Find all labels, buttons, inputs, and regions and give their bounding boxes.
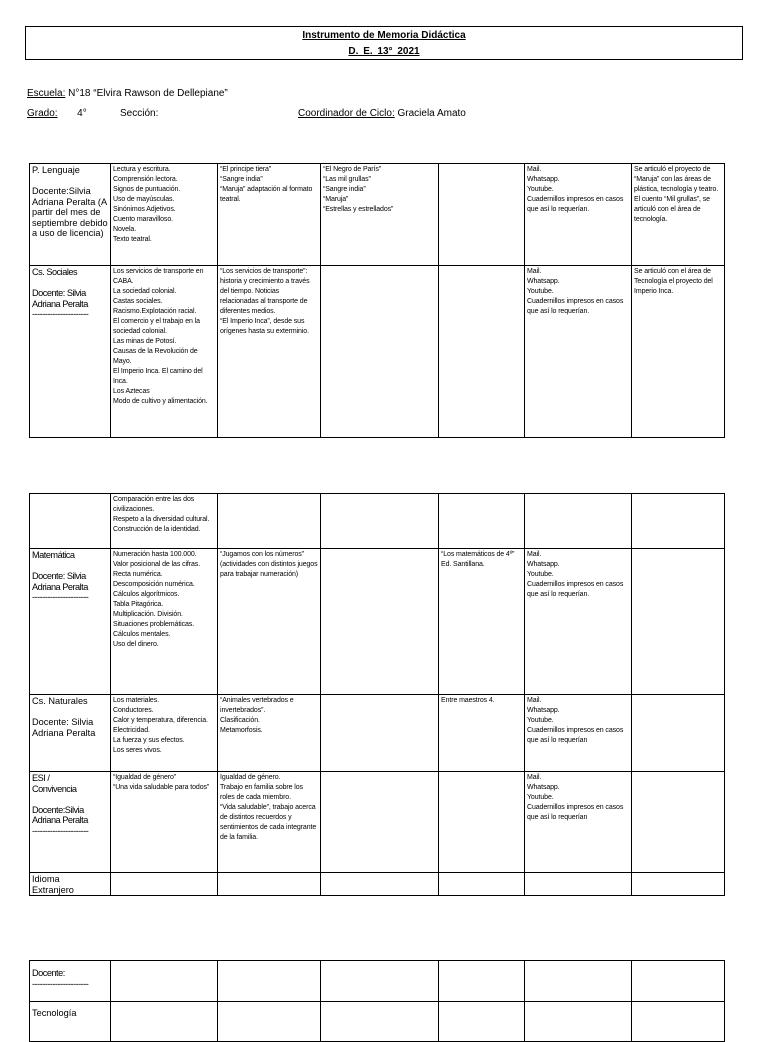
actividades-cell: “El principe tiera” “Sangre india” “Maruja” adaptación al formato teatral. [218,164,321,266]
document-title: Instrumento de Memoria Didáctica [302,30,466,41]
coordinador-value: Graciela Amato [394,108,466,119]
area-cell: Tecnología [30,1002,111,1042]
area-cell [30,494,111,549]
recursos-cell [321,873,439,896]
contenidos-cell: Comparación entre las dos civilizaciones. Respeto a la diversidad cultural. Construcción de la identidad. [111,494,218,549]
medios-cell: Mail. Whatsapp. Youtube. Cuadernillos impresos en casos que así lo requerían [525,695,632,772]
actividades-cell [218,494,321,549]
observaciones-cell: Se articuló con el área de Tecnología el proyecto del Imperio Inca. [632,266,725,438]
area-cell: P. Lenguaje Docente:Silvia Adriana Peralta (A partir del mes de septiembre debido a uso de licencia) [30,164,111,266]
actividades-cell [218,961,321,1002]
coordinador-label: Coordinador de Ciclo: [298,108,395,119]
libros-cell: Entre maestros 4. [439,695,525,772]
recursos-cell [321,494,439,549]
area-cell: Matemática Docente: Silvia Adriana Peralta ---------------------- [30,549,111,695]
actividades-cell: Igualdad de género. Trabajo en familia sobre los roles de cada miembro. “Vida saludable”, trabajo acerca de distintos recuerdos y sentimientos de cada integrante de la familia. [218,772,321,873]
libros-cell: “Los matemáticos de 4º” Ed. Santillana. [439,549,525,695]
actividades-cell [218,873,321,896]
actividades-cell: “Los servicios de transporte”: historia y crecimiento a través del tiempo. Noticias relacionadas al transporte de diferentes medios. “El Imperio Inca”, desde sus orígenes hasta su exterminio. [218,266,321,438]
libros-cell [439,494,525,549]
libros-cell [439,772,525,873]
observaciones-cell [632,695,725,772]
memoria-table-1 [29,163,725,438]
medios-cell: Mail. Whatsapp. Youtube. Cuadernillos impresos en casos que así lo requerían. [525,549,632,695]
table-row [30,772,725,873]
escuela-line [27,88,228,100]
table-row [30,266,725,438]
medios-cell [525,961,632,1002]
actividades-cell: “Animales vertebrados e invertebrados”. Clasificación. Metamorfosis. [218,695,321,772]
libros-cell [439,873,525,896]
recursos-cell: “El Negro de París” “Las mil grullas” “Sangre india” “Maruja” “Estrellas y estrellados” [321,164,439,266]
observaciones-cell [632,549,725,695]
table-row [30,695,725,772]
document-header [25,26,743,60]
contenidos-cell [111,1002,218,1042]
memoria-table-3 [29,960,725,1042]
table-row [30,873,725,896]
recursos-cell [321,1002,439,1042]
area-cell: Docente: ---------------------- [30,961,111,1002]
escuela-label: Escuela: [27,88,66,99]
contenidos-cell [111,873,218,896]
contenidos-cell: Lectura y escritura. Comprensión lectora. Signos de puntuación. Uso de mayúsculas. Sinónimos Adjetivos. Cuento maravilloso. Novela. Texto teatral. [111,164,218,266]
actividades-cell: “Jugamos con los números” (actividades con distintos juegos para trabajar numeración) [218,549,321,695]
document-subtitle: D. E. 13° 2021 [348,46,420,57]
recursos-cell [321,772,439,873]
libros-cell [439,164,525,266]
observaciones-cell [632,494,725,549]
medios-cell: Mail. Whatsapp. Youtube. Cuadernillos impresos en casos que así lo requerían. [525,266,632,438]
recursos-cell [321,266,439,438]
contenidos-cell: “Igualdad de género” “Una vida saludable para todos” [111,772,218,873]
escuela-value: N°18 “Elvira Rawson de Dellepiane” [65,88,228,99]
area-cell: Cs. Sociales Docente: Silvia Adriana Peralta ---------------------- [30,266,111,438]
observaciones-cell [632,1002,725,1042]
actividades-cell [218,1002,321,1042]
area-cell: Cs. Naturales Docente: Silvia Adriana Peralta [30,695,111,772]
medios-cell [525,873,632,896]
medios-cell [525,1002,632,1042]
medios-cell: Mail. Whatsapp. Youtube. Cuadernillos impresos en casos que así lo requerían [525,772,632,873]
libros-cell [439,961,525,1002]
recursos-cell [321,549,439,695]
medios-cell: Mail. Whatsapp. Youtube. Cuadernillos impresos en casos que así lo requerían. [525,164,632,266]
contenidos-cell: Numeración hasta 100.000. Valor posicional de las cifras. Recta numérica. Descomposición numérica. Cálculos algorítmicos. Tabla Pitagórica. Multiplicación. División. Situaciones problemáticas. Cálculos mentales. Uso del dinero. [111,549,218,695]
contenidos-cell: Los materiales. Conductores. Calor y temperatura, diferencia. Electricidad. La fuerza y sus efectos. Los seres vivos. [111,695,218,772]
recursos-cell [321,695,439,772]
table-row [30,549,725,695]
seccion-label: Sección: [120,108,159,119]
observaciones-cell: Se articuló el proyecto de “Maruja” con las áreas de plástica, tecnología y teatro. El cuento “Mil grullas”, se articuló con el área de tecnología. [632,164,725,266]
table-row [30,1002,725,1042]
grado-value: 4° [77,108,87,119]
libros-cell [439,266,525,438]
table-row [30,961,725,1002]
recursos-cell [321,961,439,1002]
area-cell: Idioma Extranjero [30,873,111,896]
area-cell: ESI / Convivencia Docente:Silvia Adriana Peralta ---------------------- [30,772,111,873]
grado-line [27,108,87,120]
coordinador-line [298,108,466,120]
memoria-table-2 [29,493,725,896]
medios-cell [525,494,632,549]
libros-cell [439,1002,525,1042]
contenidos-cell [111,961,218,1002]
observaciones-cell [632,873,725,896]
table-row [30,164,725,266]
grado-label: Grado: [27,108,58,119]
contenidos-cell: Los servicios de transporte en CABA. La sociedad colonial. Castas sociales. Racismo.Explotación racial. El comercio y el trabajo en la sociedad colonial. Las minas de Potosí. Causas de la Revolución de Mayo. El Imperio Inca. El camino del Inca. Los Aztecas Modo de cultivo y alimentación. [111,266,218,438]
observaciones-cell [632,772,725,873]
table-row [30,494,725,549]
observaciones-cell [632,961,725,1002]
